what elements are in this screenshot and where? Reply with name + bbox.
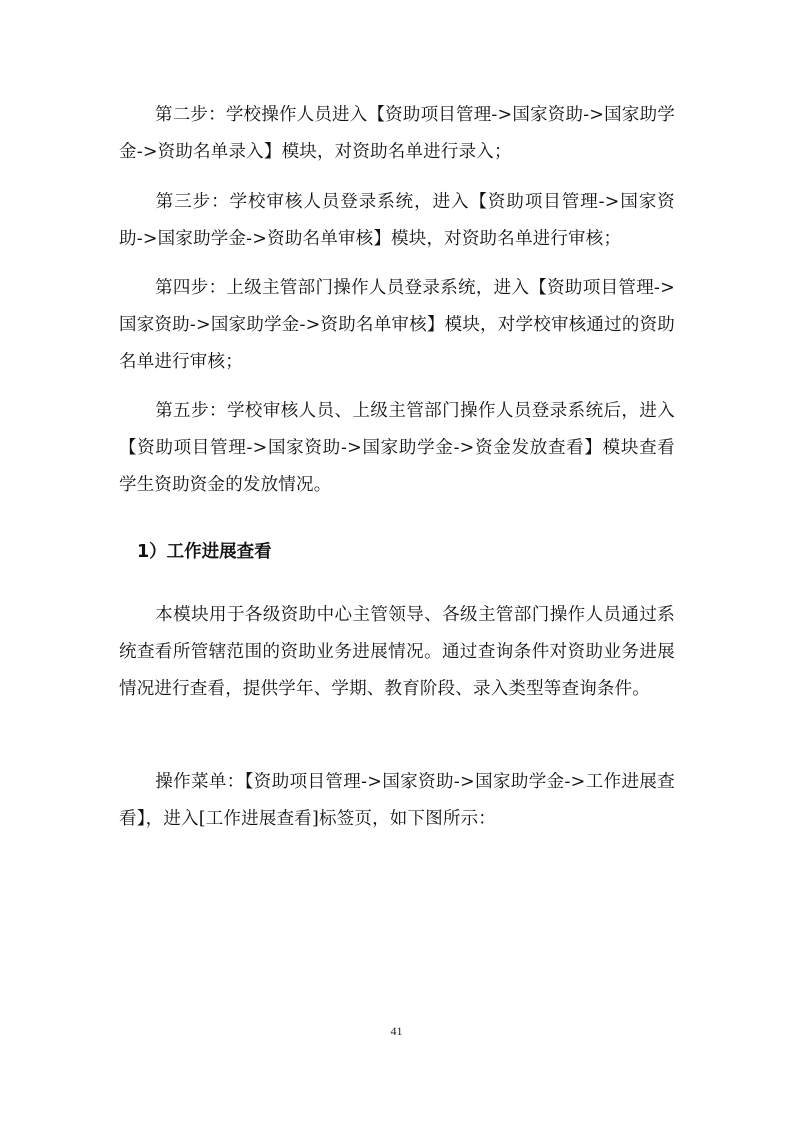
page-number: 41 <box>390 1024 403 1038</box>
step-two-text: 第二步：学校操作人员进入【资助项目管理->国家资助->国家助学金->资助名单录入】模块，对资助名单进行录入； <box>119 105 675 162</box>
section-heading: 1）工作进展查看 <box>137 542 272 562</box>
step-two-paragraph <box>119 97 675 171</box>
operation-menu-text: 操作菜单：【资助项目管理->国家资助->国家助学金->工作进展查看】，进入[工作进展查看]标签页，如下图所示： <box>119 772 675 829</box>
step-four-paragraph <box>119 270 675 381</box>
step-three-text: 第三步：学校审核人员登录系统，进入【资助项目管理->国家资助->国家助学金->资助名单审核】模块，对资助名单进行审核； <box>119 192 675 249</box>
module-description-text: 本模块用于各级资助中心主管领导、各级主管部门操作人员通过系统查看所管辖范围的资助业务进展情况。通过查询条件对资助业务进展情况进行查看，提供学年、学期、教育阶段、录入类型等查询条件。 <box>119 605 675 699</box>
step-five-paragraph <box>119 393 675 504</box>
module-description-paragraph <box>119 597 675 708</box>
step-four-text: 第四步：上级主管部门操作人员登录系统，进入【资助项目管理->国家资助->国家助学金->资助名单审核】模块，对学校审核通过的资助名单进行审核； <box>119 278 675 372</box>
step-five-text: 第五步：学校审核人员、上级主管部门操作人员登录系统后，进入【资助项目管理->国家资助->国家助学金->资金发放查看】模块查看学生资助资金的发放情况。 <box>119 401 675 495</box>
operation-menu-paragraph <box>119 764 675 838</box>
step-three-paragraph <box>119 184 675 258</box>
